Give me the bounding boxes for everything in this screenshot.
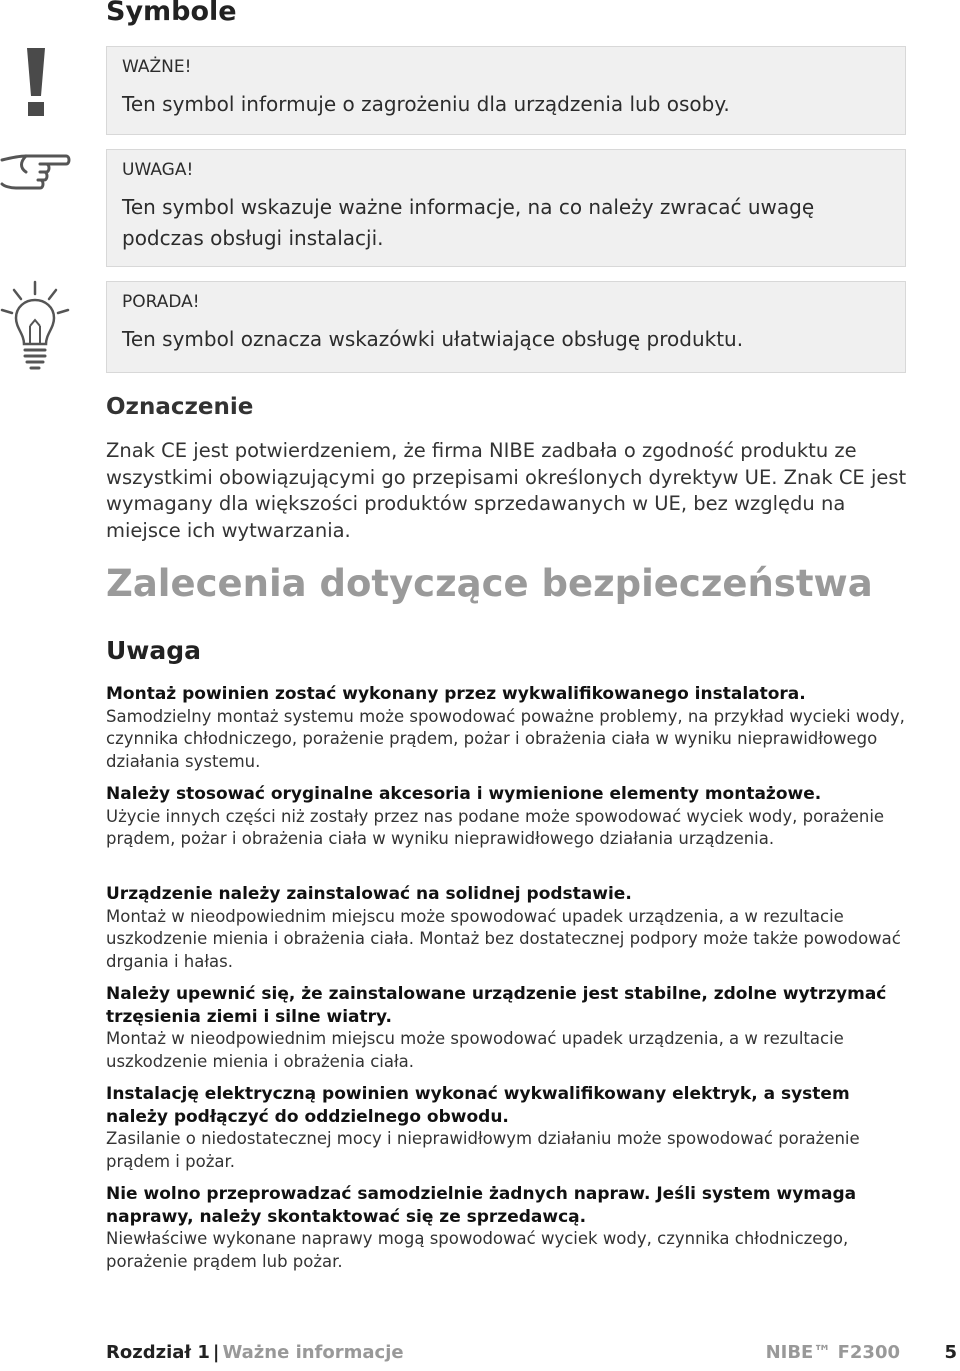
caution-caption: UWAGA! [122, 160, 194, 180]
safety-subtitle: Uwaga [106, 636, 202, 665]
pointing-hand-icon [0, 150, 72, 194]
footer-chapter: Rozdział 1 [106, 1342, 210, 1363]
footer-product: NIBE™ F2300 [765, 1342, 900, 1363]
safety-item-heading: Należy stosować oryginalne akcesoria i wymienione elementy montażowe. [106, 784, 822, 804]
safety-item-heading: Instalację elektryczną powinien wykonać wykwalifikowany elektryk, a system należy podłączyć do oddzielnego obwodu. [106, 1084, 850, 1127]
safety-item [106, 1183, 912, 1273]
safety-item [106, 883, 912, 973]
safety-item-text: Montaż w nieodpowiednim miejscu może spowodować upadek urządzenia, a w rezultacie uszkodzenie mienia i obrażenia ciała. Montaż bez dostatecznej podpory może także powodować drgania i hałas. [106, 906, 901, 971]
safety-item-heading: Urządzenie należy zainstalować na solidnej podstawie. [106, 884, 632, 904]
tip-box [106, 281, 906, 373]
safety-item-text: Samodzielny montaż systemu może spowodować poważne problemy, na przykład wycieki wody, czynnika chłodniczego, porażenie prądem, pożar i obrażenia ciała w wyniku nieprawidłowego działania systemu. [106, 706, 905, 771]
safety-item-text: Montaż w nieodpowiednim miejscu może spowodować upadek urządzenia, a w rezultacie uszkodzenie mienia i obrażenia ciała. [106, 1029, 844, 1071]
footer-section: Ważne informacje [222, 1342, 404, 1363]
important-box [106, 46, 906, 135]
marking-text: Znak CE jest potwierdzeniem, że firma NIBE zadbała o zgodność produktu ze wszystkimi obowiązującymi go przepisami określonych dyrektyw UE. Znak CE jest wymagany dla większości produktów sprzedawanych w UE, bez względu na miejsce ich wytwarzania. [106, 439, 907, 542]
safety-item-heading: Montaż powinien zostać wykonany przez wykwalifikowanego instalatora. [106, 684, 806, 704]
safety-item-heading: Należy upewnić się, że zainstalowane urządzenie jest stabilne, zdolne wytrzymać trzęsienia ziemi i silne wiatry. [106, 984, 887, 1027]
caution-text: Ten symbol wskazuje ważne informacje, na co należy zwracać uwagę podczas obsługi instalacji. [122, 195, 815, 250]
safety-item-text: Użycie innych części niż zostały przez nas podane może spowodować wyciek wody, porażenie prądem, pożar i obrażenia ciała w wyniku nieprawidłowego działania urządzenia. [106, 806, 885, 848]
marking-title: Oznaczenie [106, 394, 254, 420]
safety-item [106, 1083, 912, 1173]
safety-item [106, 683, 912, 773]
safety-item-heading: Nie wolno przeprowadzać samodzielnie żadnych napraw. Jeśli system wymaga naprawy, należy skontaktować się ze sprzedawcą. [106, 1184, 857, 1227]
important-caption: WAŻNE! [122, 57, 192, 77]
tip-caption: PORADA! [122, 292, 200, 312]
safety-title: Zalecenia dotyczące bezpieczeństwa [106, 562, 873, 605]
page-number: 5 [944, 1342, 957, 1363]
footer-separator: | [212, 1342, 220, 1363]
tip-text: Ten symbol oznacza wskazówki ułatwiające obsługę produktu. [122, 327, 744, 351]
safety-item [106, 983, 912, 1073]
important-text: Ten symbol informuje o zagrożeniu dla urządzenia lub osoby. [122, 92, 730, 116]
safety-item [106, 783, 912, 851]
exclamation-icon [24, 48, 48, 116]
section-title-symbols: Symbole [106, 0, 237, 27]
page-footer [106, 1342, 960, 1363]
caution-box [106, 149, 906, 267]
lightbulb-icon [0, 280, 70, 372]
safety-item-text: Zasilanie o niedostatecznej mocy i nieprawidłowym działaniu może spowodować porażenie prądem i pożar. [106, 1129, 860, 1171]
safety-item-text: Niewłaściwe wykonane naprawy mogą spowodować wyciek wody, czynnika chłodniczego, porażenie prądem lub pożar. [106, 1229, 849, 1271]
